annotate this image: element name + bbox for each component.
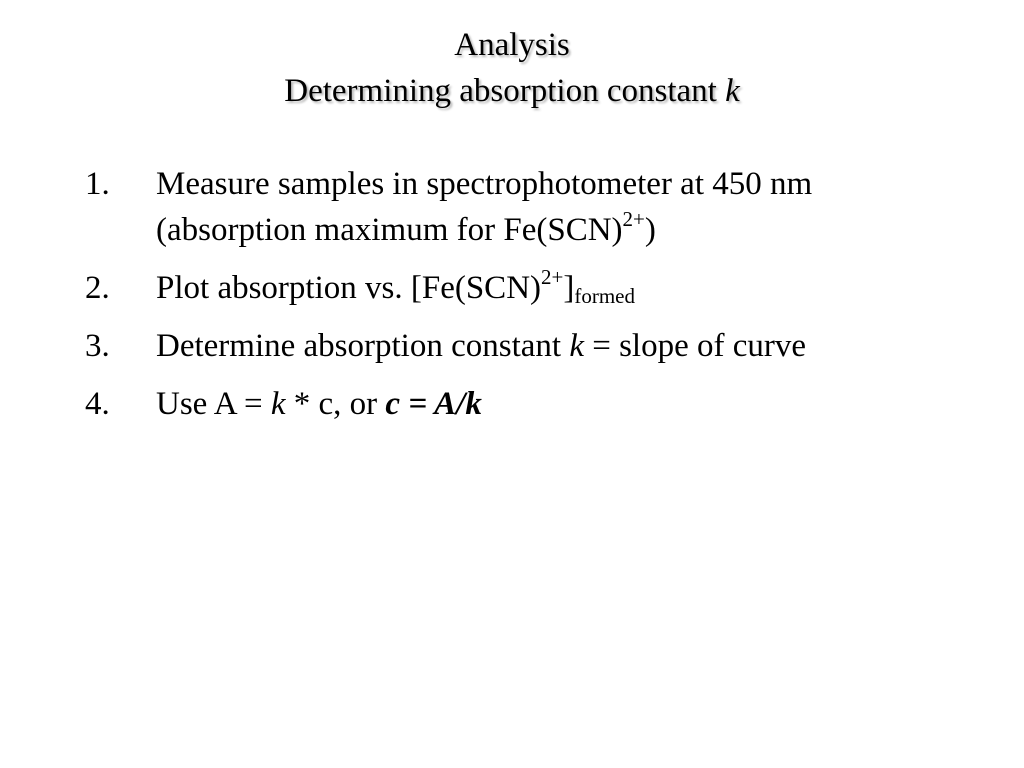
subscript: formed [574, 284, 636, 308]
list-item [85, 265, 905, 311]
item-number: 3. [85, 328, 110, 364]
list-item [85, 381, 905, 427]
title-line-1: Analysis [454, 27, 570, 63]
superscript: 2+ [622, 207, 645, 231]
item-number: 1. [85, 166, 110, 202]
item-text: Determine absorption constant [156, 328, 570, 364]
list-item [85, 161, 905, 253]
slide-title [0, 22, 1024, 114]
item-number: 4. [85, 386, 110, 422]
item-text-end: ] [563, 270, 575, 306]
list-item [85, 323, 905, 369]
item-text: Measure samples in spectrophotometer at 450 nm (absorption maximum for Fe(SCN) [156, 166, 813, 248]
item-number: 2. [85, 270, 110, 306]
item-text: Plot absorption vs. [Fe(SCN) [156, 270, 542, 306]
variable-k: k [270, 386, 286, 422]
superscript: 2+ [541, 265, 564, 289]
item-text-end: = slope of curve [583, 328, 807, 364]
item-text: Use A = [156, 386, 271, 422]
title-line-2-text: Determining absorption constant [284, 73, 726, 109]
title-line-2 [0, 68, 1024, 114]
title-variable-k: k [725, 73, 740, 109]
variable-k: k [569, 328, 584, 364]
item-text-mid: * c, or [285, 386, 386, 422]
steps-list [85, 161, 905, 439]
formula-emphasis: c = A/k [385, 386, 482, 422]
item-text-end: ) [644, 212, 656, 248]
